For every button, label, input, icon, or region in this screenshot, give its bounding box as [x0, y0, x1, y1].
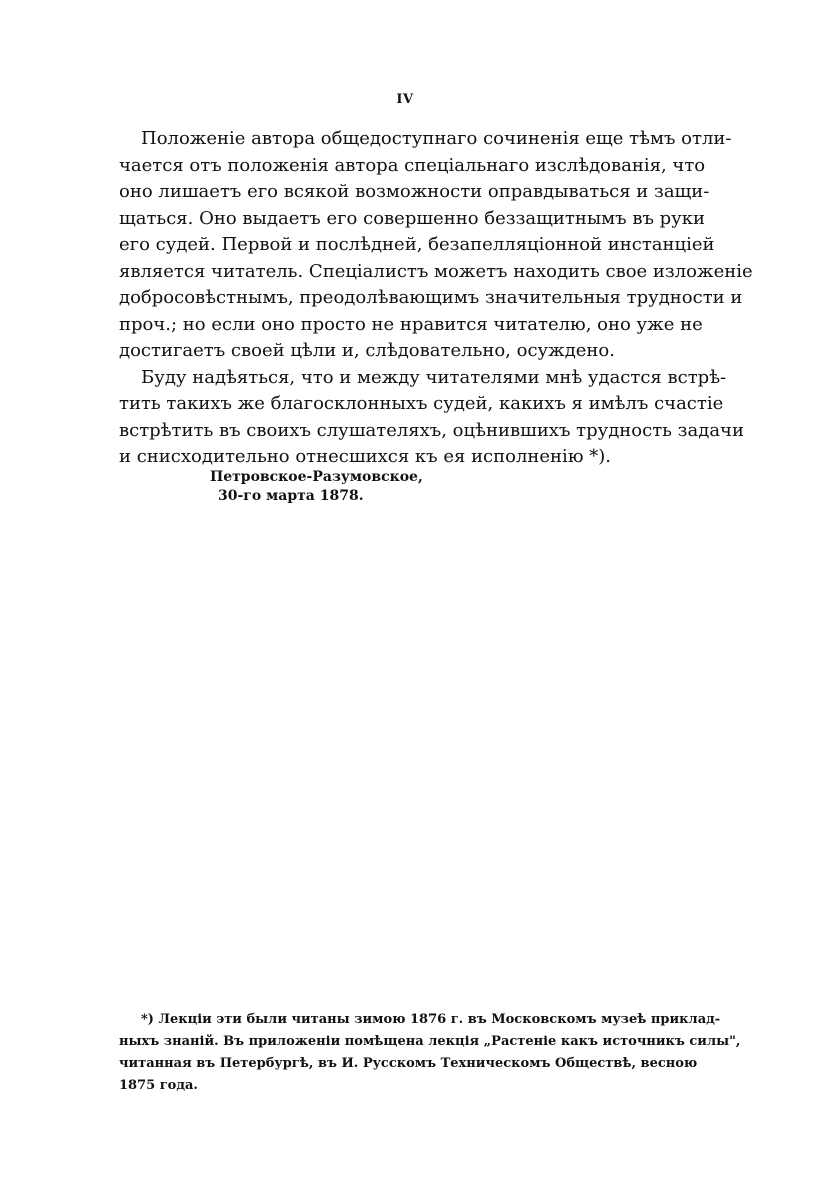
footnote-line: *) Лекціи эти были читаны зимою 1876 г. въ Московскомъ музеѣ приклад-	[141, 1012, 721, 1027]
signature-block	[210, 468, 423, 506]
signature-date: 30-го марта 1878.	[218, 488, 364, 504]
signature-place: Петровское-Разумовское,	[210, 469, 423, 485]
text-line: и снисходительно отнесшихся къ ея исполненію *).	[119, 446, 611, 467]
text-line: встрѣтить въ своихъ слушателяхъ, оцѣнившихъ трудность задачи	[119, 419, 744, 441]
paragraph-1	[119, 126, 753, 365]
footnote-line: читанная въ Петербургѣ, въ И. Русскомъ Техническомъ Обществѣ, весною	[119, 1056, 698, 1071]
text-line: достигаетъ своей цѣли и, слѣдовательно, осуждено.	[119, 340, 615, 361]
text-line: добросовѣстнымъ, преодолѣвающимъ значительныя трудности и	[119, 287, 743, 308]
footnote-line: ныхъ знаній. Въ приложеніи помѣщена лекція „Растеніе какъ источникъ силы",	[119, 1034, 741, 1049]
text-line: проч.; но если оно просто не нравится читателю, оно уже не	[119, 313, 703, 335]
footnote-line: 1875 года.	[119, 1078, 198, 1093]
text-line: щаться. Оно выдаетъ его совершенно беззащитнымъ въ руки	[119, 207, 705, 229]
text-line: чается отъ положенія автора спеціальнаго изслѣдованія, что	[119, 154, 706, 176]
text-line: его судей. Первой и послѣдней, безапелляціонной инстанціей	[119, 234, 715, 255]
page-number: IV	[396, 92, 414, 107]
text-line: оно лишаетъ его всякой возможности оправдываться и защи-	[119, 181, 710, 202]
footnote	[119, 1009, 741, 1097]
text-line: является читатель. Спеціалистъ можетъ находить свое изложеніе	[119, 260, 753, 282]
text-line: Буду надѣяться, что и между читателями мнѣ удастся встрѣ-	[141, 366, 727, 388]
body-text	[119, 126, 753, 471]
paragraph-2	[119, 365, 744, 471]
text-line: тить такихъ же благосклонныхъ судей, какихъ я имѣлъ счастіе	[119, 393, 724, 414]
text-line: Положеніе автора общедоступнаго сочиненія еще тѣмъ отли-	[141, 128, 732, 149]
